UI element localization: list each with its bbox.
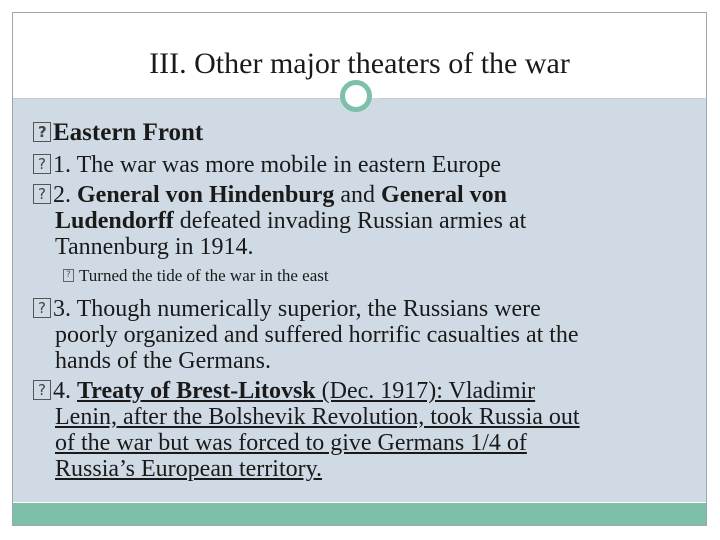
list-item-3: ?3. Though numerically superior, the Russians were poorly organized and suffered horrific casualties at the hands of the Germans. [33,296,693,374]
boxed-question-mark-icon [63,269,74,282]
boxed-question-mark-icon [33,380,51,400]
treaty-link: Treaty of Brest-Litovsk [77,378,316,404]
boxed-question-mark-icon [33,298,51,318]
list-item-1: ?1. The war was more mobile in eastern Europe [33,152,693,178]
list-item-2: ?2. General von Hindenburg and General von Ludendorff defeated invading Russian armies at Tannenburg in 1914. ?Turned the tide of the war in the east [33,182,693,286]
boxed-question-mark-icon [33,122,51,142]
boxed-question-mark-icon [33,184,51,204]
slide-body [33,118,693,486]
slide-title: III. Other major theaters of the war [149,47,570,80]
boxed-question-mark-icon [33,154,51,174]
heading-eastern-front: ?Eastern Front [33,118,693,148]
list-item-4: ?4. Treaty of Brest-Litovsk (Dec. 1917): Vladimir Lenin, after the Bolshevik Revolution, took Russia out of the war but was forced to give Germans 1/4 of Russia’s European territory. [33,378,693,482]
sub-bullet-item: ?Turned the tide of the war in the east [33,266,693,286]
